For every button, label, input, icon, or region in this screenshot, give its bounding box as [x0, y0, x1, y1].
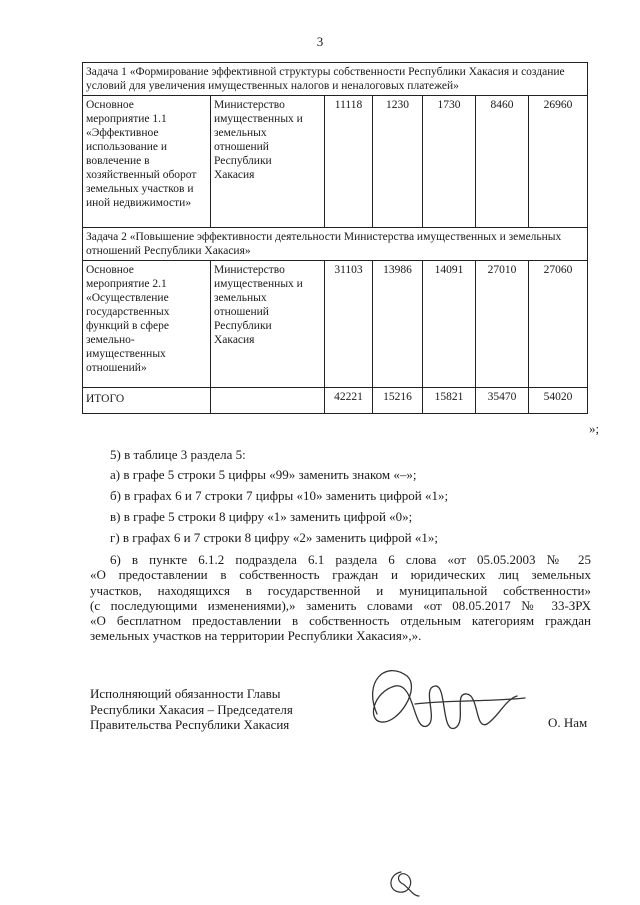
paragraph-6: [90, 552, 591, 644]
signatory-name: О. Нам: [548, 715, 588, 730]
text-line: Министерство: [214, 264, 285, 276]
text-line: иной недвижимости»: [86, 197, 192, 209]
value-cell: 26960: [529, 96, 588, 228]
task1-cell: Задача 1 «Формирование эффективной структуры собственности Республики Хакасия и создание условий для увеличения имущественных налогов и неналоговых платежей»: [83, 63, 588, 96]
table-row-task1: [83, 63, 588, 96]
handwritten-mark: [383, 866, 423, 900]
text-line: «О бесплатном предоставлении в собственность отдельным категориям граждан: [90, 613, 591, 629]
text-line: «Эффективное: [86, 127, 159, 139]
text-line: мероприятие 1.1: [86, 113, 167, 125]
value-cell: 31103: [325, 261, 373, 388]
value-cell: 1730: [423, 96, 476, 228]
table-row-measure-1-1: [83, 96, 588, 228]
text-line: вовлечение в: [86, 155, 150, 167]
value-cell: 35470: [476, 388, 529, 414]
table-row-task2: [83, 228, 588, 261]
paragraph-5: 5) в таблице 3 раздела 5:: [110, 447, 246, 462]
paragraph-5g: г) в графах 6 и 7 строки 8 цифру «2» заменить цифрой «1»;: [110, 530, 438, 545]
paragraph-5b: б) в графах 6 и 7 строки 7 цифры «10» заменить цифрой «1»;: [110, 488, 449, 503]
funding-table: [82, 62, 588, 414]
value-cell: 27010: [476, 261, 529, 388]
value-cell: 15216: [373, 388, 423, 414]
total-label-cell: ИТОГО: [83, 388, 211, 414]
value-cell: 14091: [423, 261, 476, 388]
position-line: Республики Хакасия – Председателя: [90, 701, 293, 717]
measure-name-cell: [83, 261, 211, 388]
value-cell: 11118: [325, 96, 373, 228]
text-line: имущественных: [86, 348, 166, 360]
text-line: земельных участков на территории Республики Хакасия»,».: [90, 628, 422, 644]
measure-name-cell: [83, 96, 211, 228]
text-line: имущественных и: [214, 278, 303, 290]
value-cell: 54020: [529, 388, 588, 414]
text-line: государственных: [86, 306, 170, 318]
table-closing-quote: »;: [589, 421, 600, 436]
text-line: Основное: [86, 264, 134, 276]
text-line: Министерство: [214, 99, 285, 111]
text-line: земельных: [214, 292, 267, 304]
position-line: Правительства Республики Хакасия: [90, 717, 290, 732]
text-line: отношений: [214, 141, 269, 153]
text-line: Республики: [214, 320, 272, 332]
value-cell: 15821: [423, 388, 476, 414]
paragraph-5a: а) в графе 5 строки 5 цифры «99» заменить знаком «–»;: [110, 467, 417, 482]
paragraph-5v: в) в графе 5 строки 8 цифру «1» заменить цифрой «0»;: [110, 509, 413, 524]
text-line: «Осуществление: [86, 292, 169, 304]
text-line: использование и: [86, 141, 168, 153]
text-line: Хакасия: [214, 334, 255, 346]
text-line: Республики: [214, 155, 272, 167]
text-line: участков, находящихся в государственной и муниципальной собственности»: [90, 582, 591, 598]
signatory-position: [90, 686, 293, 733]
text-line: «О предоставлении в собственность граждан и юридических лиц земельных: [90, 567, 591, 583]
text-line: земельных участков и: [86, 183, 194, 195]
text-line: (с последующими изменениями),» заменить словами «от 08.05.2017 № 33-ЗРХ: [90, 597, 591, 613]
text-line: отношений: [214, 306, 269, 318]
task2-cell: Задача 2 «Повышение эффективности деятельности Министерства имущественных и земельных отношений Республики Хакасия»: [83, 228, 588, 261]
page-number: 3: [316, 34, 324, 49]
text-line: имущественных и: [214, 113, 303, 125]
value-cell: 42221: [325, 388, 373, 414]
text-line: функций в сфере: [86, 320, 169, 332]
text-line: отношений»: [86, 362, 147, 374]
value-cell: 27060: [529, 261, 588, 388]
text-line: земельных: [214, 127, 267, 139]
executor-cell: [211, 96, 325, 228]
handwritten-signature: [355, 652, 535, 752]
executor-cell: [211, 261, 325, 388]
value-cell: 1230: [373, 96, 423, 228]
text-line: Основное: [86, 99, 134, 111]
text-line: хозяйственный оборот: [86, 169, 197, 181]
text-line: 6) в пункте 6.1.2 подраздела 6.1 раздела 6 слова «от 05.05.2003 № 25: [110, 552, 591, 567]
table-row-measure-2-1: [83, 261, 588, 388]
text-line: земельно-: [86, 334, 135, 346]
text-line: Хакасия: [214, 169, 255, 181]
total-empty-cell: [211, 388, 325, 414]
value-cell: 8460: [476, 96, 529, 228]
value-cell: 13986: [373, 261, 423, 388]
text-line: мероприятие 2.1: [86, 278, 167, 290]
position-line: Исполняющий обязанности Главы: [90, 686, 281, 701]
table-row-total: [83, 388, 588, 414]
